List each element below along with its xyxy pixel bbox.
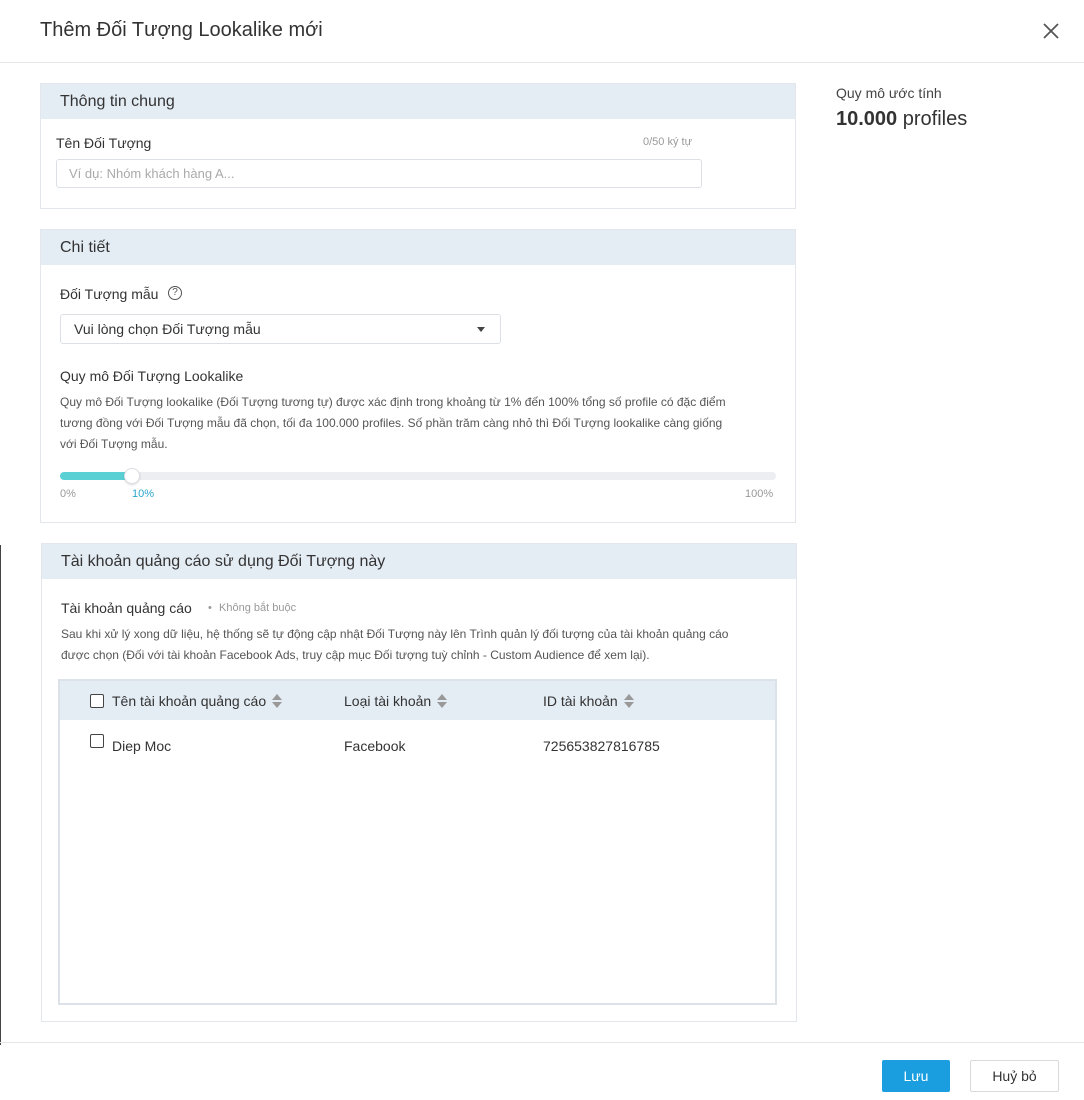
description-line: với Đối Tượng mẫu.	[60, 437, 168, 451]
seed-audience-select[interactable]	[60, 314, 501, 344]
estimated-size-label: Quy mô ước tính	[836, 85, 942, 101]
char-counter: 0/50 ký tự	[643, 136, 692, 148]
dialog-footer	[0, 1042, 1084, 1100]
description-line: tương đồng với Đối Tượng mẫu đã chọn, tối đa 100.000 profiles. Số phần trăm càng nhỏ thì Đối Tượng lookalike càng giống	[60, 416, 723, 430]
estimated-size-value	[836, 108, 967, 131]
column-header-label: ID tài khoản	[543, 693, 618, 709]
slider-max-label: 100%	[745, 488, 774, 500]
slider-min-label: 0%	[60, 488, 76, 500]
account-id-cell: 725653827816785	[543, 738, 660, 754]
seed-audience-label: Đối Tượng mẫu	[60, 286, 159, 302]
save-button[interactable]: Lưu	[882, 1060, 950, 1092]
caret-down-icon	[477, 327, 485, 332]
description-line: Quy mô Đối Tượng lookalike (Đối Tượng tương tự) được xác định trong khoảng từ 1% đến 100% tổng số profile có đặc điểm	[60, 395, 726, 409]
sort-icon[interactable]	[272, 694, 282, 708]
ad-accounts-description	[61, 624, 728, 666]
lookalike-size-label: Quy mô Đối Tượng Lookalike	[60, 368, 244, 384]
dialog-title: Thêm Đối Tượng Lookalike mới	[40, 19, 323, 41]
table-row[interactable]	[60, 720, 775, 768]
optional-tag: Không bắt buộc	[219, 602, 297, 614]
cancel-button[interactable]: Huỷ bỏ	[970, 1060, 1059, 1092]
sort-icon[interactable]	[624, 694, 634, 708]
general-info-section	[40, 83, 796, 209]
row-checkbox[interactable]	[90, 734, 104, 748]
column-header-account-name[interactable]	[112, 693, 282, 709]
estimated-size-unit: profiles	[902, 108, 968, 130]
column-header-label: Loại tài khoản	[344, 693, 432, 709]
column-header-account-type[interactable]	[344, 693, 447, 709]
description-line: được chọn (Đối với tài khoản Facebook Ads, truy cập mục Đối tượng tuỳ chỉnh - Custom Audience để xem lại).	[61, 648, 650, 662]
description-line: Sau khi xử lý xong dữ liệu, hệ thống sẽ tự động cập nhật Đối Tượng này lên Trình quản lý đối tượng của tài khoản quảng cáo	[61, 627, 729, 641]
ad-accounts-section	[41, 543, 797, 1022]
audience-name-input[interactable]	[56, 159, 702, 188]
dialog-header	[0, 0, 1084, 63]
left-edge-rule	[0, 545, 1, 1045]
account-name-cell: Diep Moc	[112, 738, 172, 754]
ad-accounts-heading: Tài khoản quảng cáo sử dụng Đối Tượng này	[42, 544, 796, 579]
ad-accounts-label: Tài khoản quảng cáo	[61, 600, 192, 616]
table-header	[60, 681, 775, 720]
column-header-label: Tên tài khoản quảng cáo	[112, 693, 267, 709]
column-header-account-id[interactable]	[543, 693, 634, 709]
slider-handle[interactable]	[124, 468, 140, 484]
estimated-size-number: 10.000	[836, 108, 898, 130]
lookalike-size-slider[interactable]	[60, 472, 776, 480]
account-type-cell: Facebook	[344, 738, 406, 754]
ad-accounts-table	[58, 679, 777, 1005]
detail-section	[40, 229, 796, 523]
slider-value-label: 10%	[132, 488, 155, 500]
sort-icon[interactable]	[437, 694, 447, 708]
lookalike-size-description	[60, 392, 726, 455]
question-circle-icon[interactable]: ?	[168, 286, 182, 300]
detail-heading: Chi tiết	[41, 230, 795, 265]
audience-name-label: Tên Đối Tượng	[56, 135, 152, 151]
select-all-checkbox[interactable]	[90, 694, 104, 708]
general-info-heading: Thông tin chung	[41, 84, 795, 119]
close-icon[interactable]	[1040, 20, 1062, 42]
optional-bullet: •	[208, 602, 212, 614]
seed-audience-select-value: Vui lòng chọn Đối Tượng mẫu	[74, 321, 261, 337]
slider-fill	[60, 472, 132, 480]
